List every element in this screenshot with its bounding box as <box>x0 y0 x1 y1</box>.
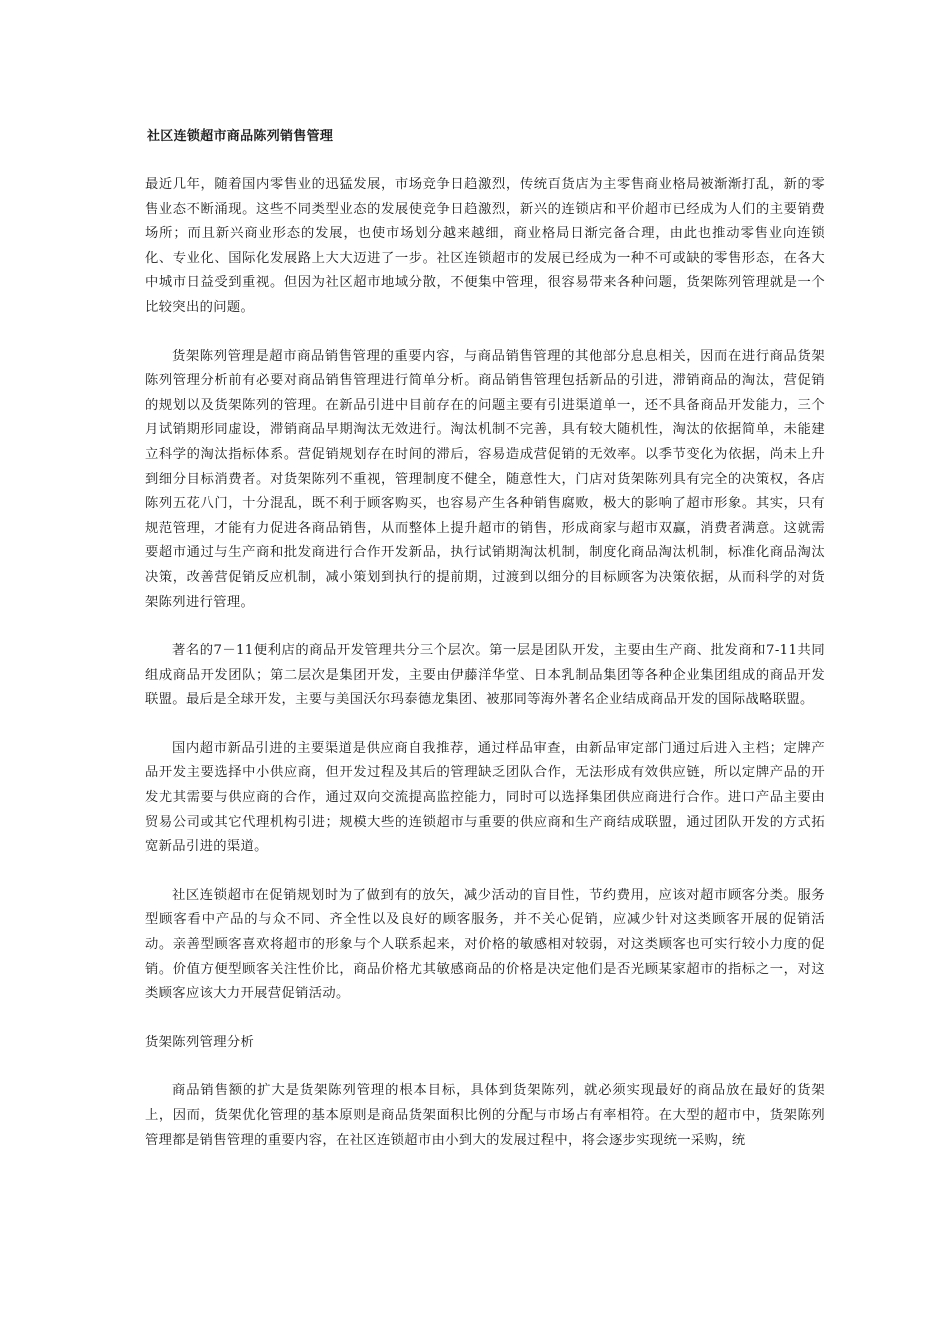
paragraph-intro: 最近几年，随着国内零售业的迅猛发展，市场竞争日趋激烈，传统百货店为主零售商业格局被渐渐打乱，新的零售业态不断涌现。这些不同类型业态的发展使竞争日趋激烈，新兴的连锁店和平价超市已经成为人们的主要销费场所；而且新兴商业形态的发展，也使市场划分越来越细，商业格局日渐完备合理，由此也推动零售业向连锁化、专业化、国际化发展路上大大迈进了一步。社区连锁超市的发展已经成为一种不可或缺的零售形态，在各大中城市日益受到重视。但因为社区超市地域分散，不便集中管理，很容易带来各种问题，货架陈列管理就是一个比较突出的问题。 <box>145 177 825 315</box>
paragraph-promotion-planning: 社区连锁超市在促销规划时为了做到有的放矢，减少活动的盲目性，节约费用，应该对超市顾客分类。服务型顾客看中产品的与众不同、齐全性以及良好的顾客服务，并不关心促销，应减少针对这类顾客开展的促销活动。亲善型顾客喜欢将超市的形象与个人联系起来，对价格的敏感相对较弱，对这类顾客也可实行较小力度的促销。价值方便型顾客关注性价比，商品价格尤其敏感商品的价格是决定他们是否光顾某家超市的指标之一，对这类顾客应该大力开展营促销活动。 <box>145 887 825 1002</box>
paragraph-shelf-analysis: 商品销售额的扩大是货架陈列管理的根本目标，具体到货架陈列，就必须实现最好的商品放在最好的货架上，因而，货架优化管理的基本原则是商品货架面积比例的分配与市场占有率相符。在大型的超市中，货架陈列管理都是销售管理的重要内容，在社区连锁超市由小到大的发展过程中，将会逐步实现统一采购，统 <box>145 1083 825 1148</box>
paragraph-shelf-management: 货架陈列管理是超市商品销售管理的重要内容，与商品销售管理的其他部分息息相关，因而在进行商品货架陈列管理分析前有必要对商品销售管理进行简单分析。商品销售管理包括新品的引进，滞销商品的淘汰，营促销的规划以及货架陈列的管理。在新品引进中目前存在的问题主要有引进渠道单一，还不具备商品开发能力，三个月试销期形同虚设，滞销商品早期淘汰无效进行。淘汰机制不完善，具有较大随机性，淘汰的依据简单，未能建立科学的淘汰指标体系。营促销规划存在时间的滞后，容易造成营促销的无效率。以季节变化为依据，尚未上升到细分目标消费者。对货架陈列不重视，管理制度不健全，随意性大，门店对货架陈列具有完全的决策权，各店陈列五花八门，十分混乱，既不利于顾客购买，也容易产生各种销售腐败，极大的影响了超市形象。其实，只有规范管理，才能有力促进各商品销售，从而整体上提升超市的销售，形成商家与超市双赢，消费者满意。这就需要超市通过与生产商和批发商进行合作开发新品，执行试销期淘汰机制，制度化商品淘汰机制，标准化商品淘汰决策，改善营促销反应机制，减小策划到执行的提前期，过渡到以细分的目标顾客为决策依据，从而科学的对货架陈列进行管理。 <box>145 348 825 610</box>
section-heading: 货架陈列管理分析 <box>145 1034 255 1050</box>
paragraph-new-product-channels: 国内超市新品引进的主要渠道是供应商自我推荐，通过样品审查，由新品审定部门通过后进入主档；定牌产品开发主要选择中小供应商，但开发过程及其后的管理缺乏团队合作，无法形成有效供应链，所以定牌产品的开发尤其需要与供应商的合作，通过双向交流提高监控能力，同时可以选择集团供应商进行合作。进口产品主要由贸易公司或其它代理机构引进；规模大些的连锁超市与重要的供应商和生产商结成联盟，通过团队开发的方式拓宽新品引进的渠道。 <box>145 740 825 855</box>
document-title: 社区连锁超市商品陈列销售管理 <box>147 129 334 144</box>
paragraph-7-11-development: 著名的7－11便利店的商品开发管理共分三个层次。第一层是团队开发，主要由生产商、批发商和7-11共同组成商品开发团队；第二层次是集团开发，主要由伊藤洋华堂、日本乳制品集团等各种企业集团组成的商品开发联盟。最后是全球开发，主要与美国沃尔玛泰德龙集团、被那同等海外著名企业结成商品开发的国际战略联盟。 <box>145 643 825 708</box>
document-page <box>145 125 825 1177</box>
